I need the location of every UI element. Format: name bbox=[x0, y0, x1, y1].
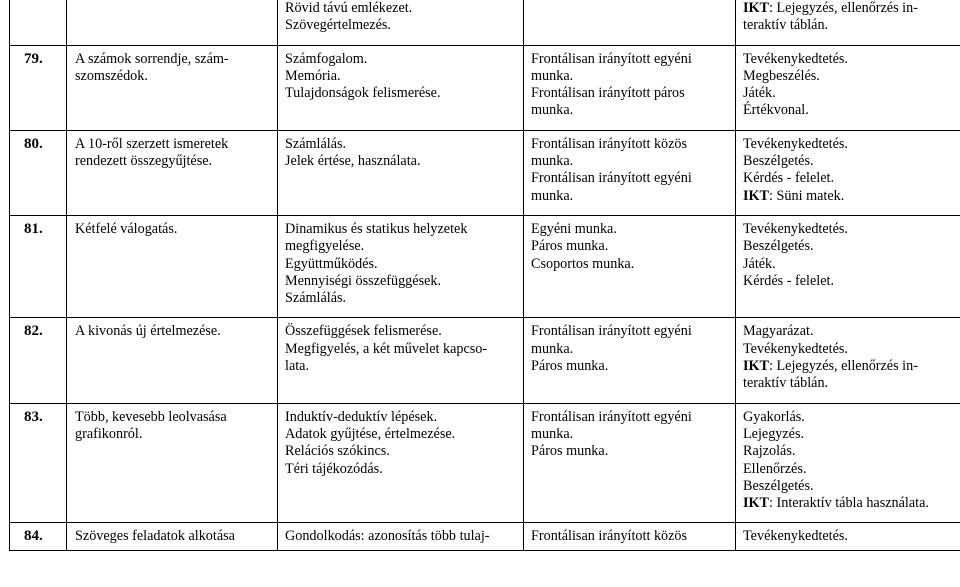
work-forms-line: Frontálisan irányított egyéni bbox=[531, 323, 692, 340]
methods-text: Lejegyzés. bbox=[743, 425, 805, 442]
ikt-label: IKT bbox=[743, 358, 770, 375]
developed-skills-line: Mennyiségi összefüggések. bbox=[285, 272, 442, 289]
methods-line bbox=[743, 478, 956, 495]
ikt-label: IKT bbox=[743, 495, 770, 512]
lesson-number: 81. bbox=[10, 215, 67, 317]
developed-skills-line: Rövid távú emlékezet. bbox=[285, 0, 413, 16]
developed-skills-line: Megfigyelés, a két művelet kapcso- bbox=[285, 340, 488, 357]
work-forms-line: munka. bbox=[531, 153, 574, 170]
lesson-topic bbox=[67, 403, 278, 523]
methods-line bbox=[743, 273, 956, 290]
developed-skills-line: Induktív-deduktív lépések. bbox=[285, 408, 438, 425]
methods-line bbox=[743, 409, 956, 426]
methods bbox=[736, 318, 960, 403]
methods-line bbox=[743, 136, 956, 153]
methods-text: Rajzolás. bbox=[743, 443, 796, 460]
work-forms-line: Páros munka. bbox=[531, 358, 609, 375]
work-forms-line: Páros munka. bbox=[531, 238, 609, 255]
developed-skills-line: Összefüggések felismerése. bbox=[285, 323, 442, 340]
methods bbox=[736, 0, 960, 45]
developed-skills-line: Gondolkodás: azonosítás több tulaj- bbox=[285, 528, 490, 545]
work-forms bbox=[524, 130, 736, 215]
developed-skills-line: megfigyelése. bbox=[285, 238, 365, 255]
methods-text: : Interaktív tábla használata. bbox=[769, 495, 929, 512]
work-forms bbox=[524, 318, 736, 403]
methods-text: Beszélgetés. bbox=[743, 153, 814, 170]
methods-text: Kérdés - felelet. bbox=[743, 170, 834, 187]
work-forms-line: munka. bbox=[531, 187, 574, 204]
lesson-topic-line: Kétfelé válogatás. bbox=[75, 220, 178, 237]
methods-line bbox=[743, 528, 956, 545]
methods bbox=[736, 403, 960, 523]
lesson-topic-line: A 10-ről szerzett ismeretek bbox=[75, 135, 229, 152]
methods-line bbox=[743, 170, 956, 187]
methods bbox=[736, 45, 960, 130]
methods-text: : Lejegyzés, ellenőrzés in- bbox=[769, 0, 918, 16]
methods-line bbox=[743, 102, 956, 119]
work-forms-line: Frontálisan irányított egyéni bbox=[531, 408, 692, 425]
work-forms-line: Egyéni munka. bbox=[531, 220, 617, 237]
methods-text: Értékvonal. bbox=[743, 102, 809, 119]
developed-skills bbox=[278, 0, 524, 45]
methods-line bbox=[743, 17, 956, 34]
methods-text: Tevékenykedtetés. bbox=[743, 340, 848, 357]
lesson-number: 82. bbox=[10, 318, 67, 403]
developed-skills bbox=[278, 403, 524, 523]
methods-text: : Lejegyzés, ellenőrzés in- bbox=[769, 358, 918, 375]
methods-text: Magyarázat. bbox=[743, 323, 814, 340]
methods-text: Tevékenykedtetés. bbox=[743, 220, 848, 237]
lesson-topic bbox=[67, 130, 278, 215]
methods-text: Ellenőrzés. bbox=[743, 460, 807, 477]
lesson-row bbox=[10, 523, 960, 551]
developed-skills bbox=[278, 215, 524, 317]
ikt-label: IKT bbox=[743, 0, 770, 16]
developed-skills-line: Együttműködés. bbox=[285, 255, 378, 272]
methods-text: : Süni matek. bbox=[769, 187, 845, 204]
work-forms-line: Frontálisan irányított egyéni bbox=[531, 170, 692, 187]
methods bbox=[736, 215, 960, 317]
methods bbox=[736, 130, 960, 215]
lesson-number bbox=[10, 0, 67, 45]
methods-text: Tevékenykedtetés. bbox=[743, 528, 848, 545]
lesson-row bbox=[10, 45, 960, 130]
lesson-number: 83. bbox=[10, 403, 67, 523]
lesson-topic-line: Szöveges feladatok alkotása bbox=[75, 528, 235, 545]
methods-line bbox=[743, 238, 956, 255]
methods-line bbox=[743, 443, 956, 460]
developed-skills-line: Szövegértelmezés. bbox=[285, 17, 391, 34]
lesson-topic-line: rendezett összegyűjtése. bbox=[75, 153, 213, 170]
work-forms-line: Frontálisan irányított közös bbox=[531, 528, 688, 545]
work-forms bbox=[524, 215, 736, 317]
methods-line bbox=[743, 426, 956, 443]
methods-text: Játék. bbox=[743, 85, 776, 102]
work-forms-line: munka. bbox=[531, 102, 574, 119]
work-forms bbox=[524, 0, 736, 45]
lesson-topic bbox=[67, 318, 278, 403]
lesson-number: 80. bbox=[10, 130, 67, 215]
developed-skills-line: Számlálás. bbox=[285, 290, 347, 307]
lesson-topic-line: A kivonás új értelmezése. bbox=[75, 323, 221, 340]
lesson-row bbox=[10, 130, 960, 215]
methods-line bbox=[743, 495, 956, 512]
methods-line bbox=[743, 221, 956, 238]
methods-text: Gyakorlás. bbox=[743, 408, 805, 425]
developed-skills bbox=[278, 523, 524, 551]
work-forms-line: munka. bbox=[531, 67, 574, 84]
methods-line bbox=[743, 461, 956, 478]
methods-text: Beszélgetés. bbox=[743, 238, 814, 255]
methods-text: Kérdés - felelet. bbox=[743, 272, 834, 289]
methods-text: Tevékenykedtetés. bbox=[743, 135, 848, 152]
lesson-topic bbox=[67, 45, 278, 130]
developed-skills-line: Relációs szókincs. bbox=[285, 443, 390, 460]
methods-text: teraktív táblán. bbox=[743, 375, 829, 392]
work-forms-line: munka. bbox=[531, 340, 574, 357]
lesson-topic-line: szomszédok. bbox=[75, 67, 148, 84]
lesson-row bbox=[10, 0, 960, 45]
work-forms-line: munka. bbox=[531, 425, 574, 442]
methods-line bbox=[743, 85, 956, 102]
methods-text: Játék. bbox=[743, 255, 776, 272]
lesson-row bbox=[10, 403, 960, 523]
developed-skills bbox=[278, 318, 524, 403]
lesson-number: 79. bbox=[10, 45, 67, 130]
ikt-label: IKT bbox=[743, 187, 770, 204]
methods-line bbox=[743, 358, 956, 375]
developed-skills-line: Adatok gyűjtése, értelmezése. bbox=[285, 425, 456, 442]
work-forms-line: Frontálisan irányított páros bbox=[531, 85, 685, 102]
work-forms bbox=[524, 403, 736, 523]
developed-skills-line: Téri tájékozódás. bbox=[285, 460, 383, 477]
methods-line bbox=[743, 68, 956, 85]
developed-skills-line: Tulajdonságok felismerése. bbox=[285, 85, 441, 102]
methods-line bbox=[743, 51, 956, 68]
methods-line bbox=[743, 153, 956, 170]
work-forms bbox=[524, 45, 736, 130]
developed-skills-line: Számlálás. bbox=[285, 135, 347, 152]
methods-line bbox=[743, 256, 956, 273]
developed-skills-line: Jelek értése, használata. bbox=[285, 153, 421, 170]
work-forms-line: Csoportos munka. bbox=[531, 255, 635, 272]
developed-skills bbox=[278, 45, 524, 130]
methods-line bbox=[743, 375, 956, 392]
methods-text: Tevékenykedtetés. bbox=[743, 50, 848, 67]
developed-skills bbox=[278, 130, 524, 215]
lesson-topic-line: grafikonról. bbox=[75, 425, 143, 442]
lesson-number: 84. bbox=[10, 523, 67, 551]
work-forms-line: Frontálisan irányított közös bbox=[531, 135, 688, 152]
lesson-topic-line: Több, kevesebb leolvasása bbox=[75, 408, 227, 425]
lesson-row bbox=[10, 215, 960, 317]
developed-skills-line: lata. bbox=[285, 358, 310, 375]
work-forms-line: Páros munka. bbox=[531, 443, 609, 460]
developed-skills-line: Dinamikus és statikus helyzetek bbox=[285, 220, 468, 237]
methods-line bbox=[743, 188, 956, 205]
methods-line bbox=[743, 341, 956, 358]
lesson-topic-line: A számok sorrendje, szám- bbox=[75, 50, 229, 67]
work-forms-line: Frontálisan irányított egyéni bbox=[531, 50, 692, 67]
methods-text: Megbeszélés. bbox=[743, 67, 820, 84]
methods-text: teraktív táblán. bbox=[743, 17, 829, 34]
lesson-topic bbox=[67, 523, 278, 551]
lesson-topic bbox=[67, 215, 278, 317]
lesson-plan-table bbox=[9, 0, 960, 551]
work-forms bbox=[524, 523, 736, 551]
lesson-topic bbox=[67, 0, 278, 45]
methods bbox=[736, 523, 960, 551]
methods-line bbox=[743, 0, 956, 17]
lesson-plan-body bbox=[10, 0, 960, 551]
methods-line bbox=[743, 323, 956, 340]
lesson-row bbox=[10, 318, 960, 403]
developed-skills-line: Memória. bbox=[285, 67, 341, 84]
developed-skills-line: Számfogalom. bbox=[285, 50, 368, 67]
methods-text: Beszélgetés. bbox=[743, 477, 814, 494]
